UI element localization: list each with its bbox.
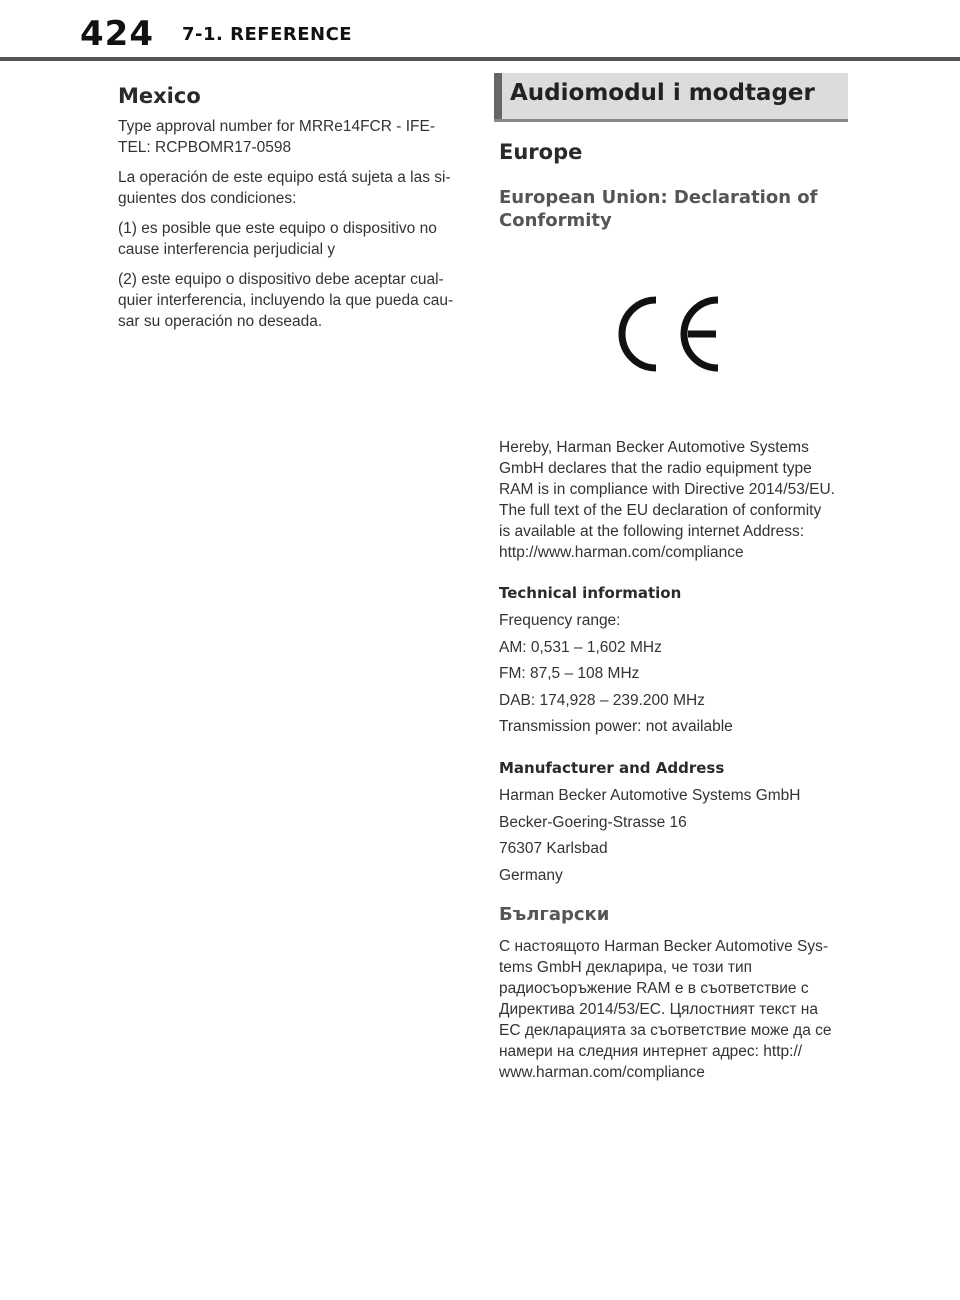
text-line: Harman Becker Automotive Systems GmbH xyxy=(499,787,801,804)
text-line: sar su operación no deseada. xyxy=(118,313,323,330)
bulgarian-heading: Български xyxy=(499,904,610,925)
text-line: cause interferencia perjudicial y xyxy=(118,241,336,258)
mexico-condition-1 xyxy=(118,218,468,260)
text-line: радиосъоръжение RAM е в съответствие с xyxy=(499,980,809,997)
chapter-title: 7-1. REFERENCE xyxy=(182,24,353,45)
declaration-text xyxy=(499,437,859,563)
text-line: is available at the following internet Address: xyxy=(499,523,805,540)
text-line: Germany xyxy=(499,866,563,884)
text-line: guientes dos condiciones: xyxy=(118,190,297,207)
header-rule xyxy=(0,57,960,61)
page-number: 424 xyxy=(80,14,154,54)
text-line: (1) es posible que este equipo o dispositivo no xyxy=(118,220,437,237)
section-banner xyxy=(494,73,848,122)
text-line: (2) este equipo o dispositivo debe aceptar cual- xyxy=(118,271,444,288)
manufacturer-address xyxy=(499,759,859,891)
europe-heading: Europe xyxy=(499,140,583,164)
text-line: www.harman.com/compliance xyxy=(499,1064,705,1081)
text-line: TEL: RCPBOMR17-0598 xyxy=(118,139,292,156)
eu-declaration-heading: European Union: Declaration of Conformity xyxy=(499,187,818,231)
text-line: AM: 0,531 – 1,602 MHz xyxy=(499,638,662,656)
text-line: The full text of the EU declaration of conformity xyxy=(499,502,822,519)
technical-heading: Technical information xyxy=(499,584,682,602)
ce-mark-icon xyxy=(618,296,722,372)
mexico-para-1 xyxy=(118,116,468,158)
text-line: Type approval number for MRRe14FCR - IFE- xyxy=(118,118,435,135)
text-line: Transmission power: not available xyxy=(499,718,733,735)
technical-information xyxy=(499,584,859,743)
text-line: намери на следния интернет адрес: http:// xyxy=(499,1043,803,1060)
mexico-para-2 xyxy=(118,167,468,209)
text-line: tems GmbH декларира, че този тип xyxy=(499,959,752,976)
mexico-section xyxy=(118,84,468,341)
banner-title: Audiomodul i modtager xyxy=(510,80,815,106)
text-line: quier interferencia, incluyendo la que pueda cau- xyxy=(118,292,454,309)
text-line: С настоящото Harman Becker Automotive Sys- xyxy=(499,938,829,955)
text-line: GmbH declares that the radio equipment type xyxy=(499,460,812,477)
text-line: http://www.harman.com/compliance xyxy=(499,544,744,561)
text-line: ЕС декларацията за съответствие може да се xyxy=(499,1022,832,1039)
text-line: DAB: 174,928 – 239.200 MHz xyxy=(499,691,705,709)
text-line: La operación de este equipo está sujeta a las si- xyxy=(118,169,451,186)
manufacturer-heading: Manufacturer and Address xyxy=(499,759,725,777)
text-line: 76307 Karlsbad xyxy=(499,840,608,857)
text-line: Директива 2014/53/ЕС. Цялостният текст на xyxy=(499,1001,818,1018)
text-line: FM: 87,5 – 108 MHz xyxy=(499,665,640,682)
text-line: RAM is in compliance with Directive 2014/53/EU. xyxy=(499,481,835,498)
text-line: Hereby, Harman Becker Automotive Systems xyxy=(499,439,809,456)
mexico-condition-2 xyxy=(118,269,468,332)
text-line: Frequency range: xyxy=(499,612,621,629)
mexico-heading: Mexico xyxy=(118,84,201,108)
bulgarian-text xyxy=(499,936,859,1083)
banner-accent-bar xyxy=(494,73,502,119)
text-line: Becker-Goering-Strasse 16 xyxy=(499,813,687,831)
